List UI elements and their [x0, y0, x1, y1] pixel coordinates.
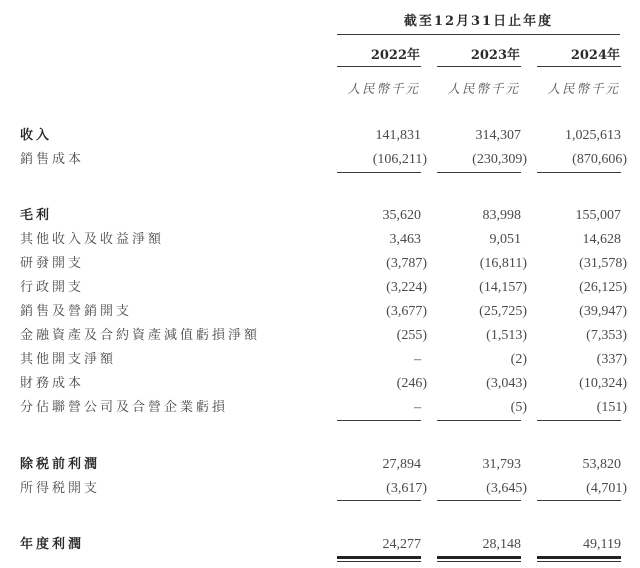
header-rule — [337, 34, 620, 35]
value-2024: 53,820 — [582, 457, 621, 472]
value-2023: (1,513) — [486, 328, 527, 343]
value-2024: 155,007 — [575, 208, 621, 223]
value-2022: 24,277 — [382, 537, 421, 552]
row-label: 除税前利潤 — [20, 457, 101, 472]
value-2022: – — [414, 400, 421, 415]
value-2023: 314,307 — [475, 128, 521, 143]
value-2022: (106,211) — [372, 152, 427, 167]
total-double-rule — [437, 556, 521, 559]
value-2024: (39,947) — [579, 304, 627, 319]
row-label: 毛利 — [20, 208, 53, 223]
row-label: 其他收入及收益淨額 — [20, 232, 165, 247]
total-double-rule — [337, 561, 421, 562]
value-2024: (10,324) — [579, 376, 627, 391]
year-2022-header: 2022年 — [370, 48, 420, 63]
value-2022: (3,224) — [386, 280, 427, 295]
value-2023: 31,793 — [482, 457, 521, 472]
row-admin-expenses — [0, 278, 640, 302]
total-double-rule — [537, 561, 621, 562]
row-label: 其他開支淨額 — [20, 352, 117, 367]
value-2023: (2) — [510, 352, 527, 367]
value-2023: (3,043) — [486, 376, 527, 391]
row-label: 銷售成本 — [20, 152, 85, 167]
row-cost-of-sales — [0, 150, 640, 174]
subtotal-rule — [337, 420, 421, 421]
value-2024: (4,701) — [586, 481, 627, 496]
row-label: 銷售及營銷開支 — [20, 304, 133, 319]
value-2022: (3,787) — [386, 256, 427, 271]
row-label: 分佔聯營公司及合營企業虧損 — [20, 400, 229, 415]
value-2024: 14,628 — [582, 232, 621, 247]
value-2022: 3,463 — [389, 232, 421, 247]
row-other-income — [0, 230, 640, 254]
row-rnd-expenses — [0, 254, 640, 278]
value-2023: (25,725) — [479, 304, 527, 319]
row-gross-profit — [0, 206, 640, 230]
value-2023: 28,148 — [482, 537, 521, 552]
period-header: 截至12月31日止年度 — [403, 14, 554, 29]
row-revenue — [0, 126, 640, 150]
subtotal-rule — [537, 500, 621, 501]
value-2022: (3,677) — [386, 304, 427, 319]
value-2024: (31,578) — [579, 256, 627, 271]
value-2023: (3,645) — [486, 481, 527, 496]
row-label: 行政開支 — [20, 280, 85, 295]
row-label: 財務成本 — [20, 376, 85, 391]
year-rule-2024 — [537, 66, 621, 67]
value-2024: (7,353) — [586, 328, 627, 343]
value-2022: – — [414, 352, 421, 367]
subtotal-rule — [337, 500, 421, 501]
subtotal-rule — [437, 172, 521, 173]
row-selling-marketing-expenses — [0, 302, 640, 326]
row-finance-costs — [0, 374, 640, 398]
value-2024: (26,125) — [579, 280, 627, 295]
row-label: 研發開支 — [20, 256, 85, 271]
value-2024: (870,606) — [572, 152, 627, 167]
row-label: 金融資產及合約資產減值虧損淨額 — [20, 328, 261, 343]
total-double-rule — [437, 561, 521, 562]
subtotal-rule — [537, 172, 621, 173]
row-share-of-associates-losses — [0, 398, 640, 422]
unit-2022: 人民幣千元 — [347, 81, 420, 96]
value-2024: 1,025,613 — [565, 128, 621, 143]
value-2022: (246) — [396, 376, 427, 391]
row-label: 所得税開支 — [20, 481, 101, 496]
subtotal-rule — [437, 500, 521, 501]
year-2024-header: 2024年 — [570, 48, 620, 63]
value-2022: 35,620 — [382, 208, 421, 223]
value-2024: (337) — [596, 352, 627, 367]
value-2022: (3,617) — [386, 481, 427, 496]
unit-2024: 人民幣千元 — [547, 81, 620, 96]
year-rule-2023 — [437, 66, 521, 67]
value-2023: 83,998 — [482, 208, 521, 223]
value-2023: (14,157) — [479, 280, 527, 295]
row-other-expenses — [0, 350, 640, 374]
value-2024: 49,119 — [583, 537, 621, 552]
year-rule-2022 — [337, 66, 421, 67]
value-2022: (255) — [396, 328, 427, 343]
value-2023: (16,811) — [479, 256, 527, 271]
row-label: 收入 — [20, 128, 53, 143]
subtotal-rule — [437, 420, 521, 421]
row-impairment-losses — [0, 326, 640, 350]
subtotal-rule — [537, 420, 621, 421]
row-label: 年度利潤 — [20, 537, 85, 552]
unit-2023: 人民幣千元 — [447, 81, 520, 96]
value-2023: (230,309) — [472, 152, 527, 167]
subtotal-rule — [337, 172, 421, 173]
total-double-rule — [337, 556, 421, 559]
year-2023-header: 2023年 — [470, 48, 520, 63]
total-double-rule — [537, 556, 621, 559]
value-2023: (5) — [510, 400, 527, 415]
value-2022: 141,831 — [375, 128, 421, 143]
value-2024: (151) — [596, 400, 627, 415]
value-2023: 9,051 — [489, 232, 521, 247]
value-2022: 27,894 — [382, 457, 421, 472]
row-profit-before-tax — [0, 455, 640, 479]
